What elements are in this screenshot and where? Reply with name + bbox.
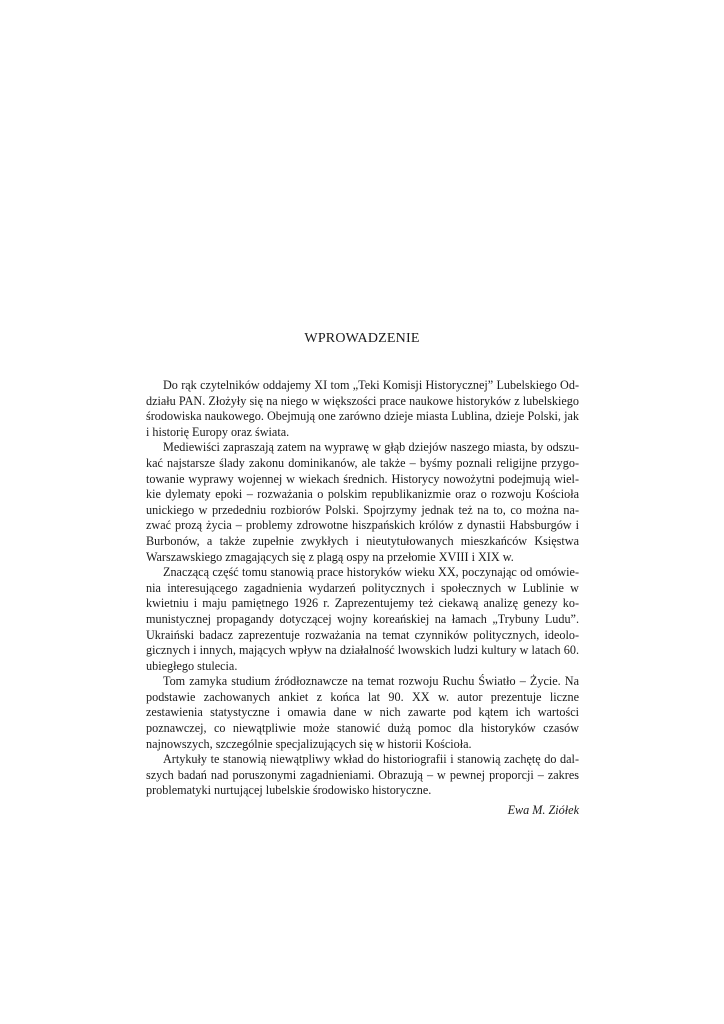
page-title: WPROWADZENIE (304, 331, 420, 346)
body-text (146, 378, 579, 799)
paragraph-2: Mediewiści zapraszają zatem na wyprawę w głąb dziejów naszego miasta, by odszukać najstarsze ślady zakonu dominikanów, ale także – byśmy poznali religijne przygotowanie wyprawy wojennej w wiekach średnich. Historycy nowożytni podejmują wielkie dylematy epoki – rozważania o polskim republikanizmie oraz o rozwoju Kościoła unickiego w przededniu rozbiorów Polski. Spojrzymy jednak też na to, co można nazwać prozą życia – problemy zdrowotne hiszpańskich królów z dynastii Habsburgów i Burbonów, a także zupełnie zwykłych i nieutytułowanych mieszkańców Księstwa Warszawskiego zmagających się z plagą ospy na przełomie XVIII i XIX w. (146, 440, 579, 564)
paragraph-4: Tom zamyka studium źródłoznawcze na temat rozwoju Ruchu Światło – Życie. Na podstawie zachowanych ankiet z końca lat 90. XX w. autor prezentuje liczne zestawienia statystyczne i omawia dane w nich zawarte pod kątem ich wartości poznawczej, co niewątpliwie może stanowić dużą pomoc dla historyków czasów najnowszych, szczególnie specjalizujących się w historii Kościoła. (146, 674, 579, 751)
paragraph-1: Do rąk czytelników oddajemy XI tom „Teki Komisji Historycznej” Lubelskiego Oddziału PAN. Złożyły się na niego w większości prace naukowe historyków z lubelskiego środowiska naukowego. Obejmują one zarówno dzieje miasta Lublina, dzieje Polski, jak i historię Europy oraz świata. (146, 378, 579, 439)
author-signature: Ewa M. Ziółek (507, 803, 579, 817)
paragraph-3: Znaczącą część tomu stanowią prace historyków wieku XX, poczynając od omówienia interesującego zagadnienia wydarzeń politycznych i społecznych w Lublinie w kwietniu i maju pamiętnego 1926 r. Zaprezentujemy też ciekawą analizę genezy komunistycznej propagandy dotyczącej wojny koreańskiej na łamach „Trybuny Ludu”. Ukraiński badacz zaprezentuje rozważania na temat czynników politycznych, ideologicznych i innych, mających wpływ na działalność lwowskich ludzi kultury w latach 60. ubiegłego stulecia. (146, 565, 579, 673)
paragraph-5: Artykuły te stanowią niewątpliwy wkład do historiografii i stanowią zachętę do dalszych badań nad poruszonymi zagadnieniami. Obrazują – w pewnej proporcji – zakres problematyki nurtującej lubelskie środowisko historyczne. (146, 752, 579, 798)
